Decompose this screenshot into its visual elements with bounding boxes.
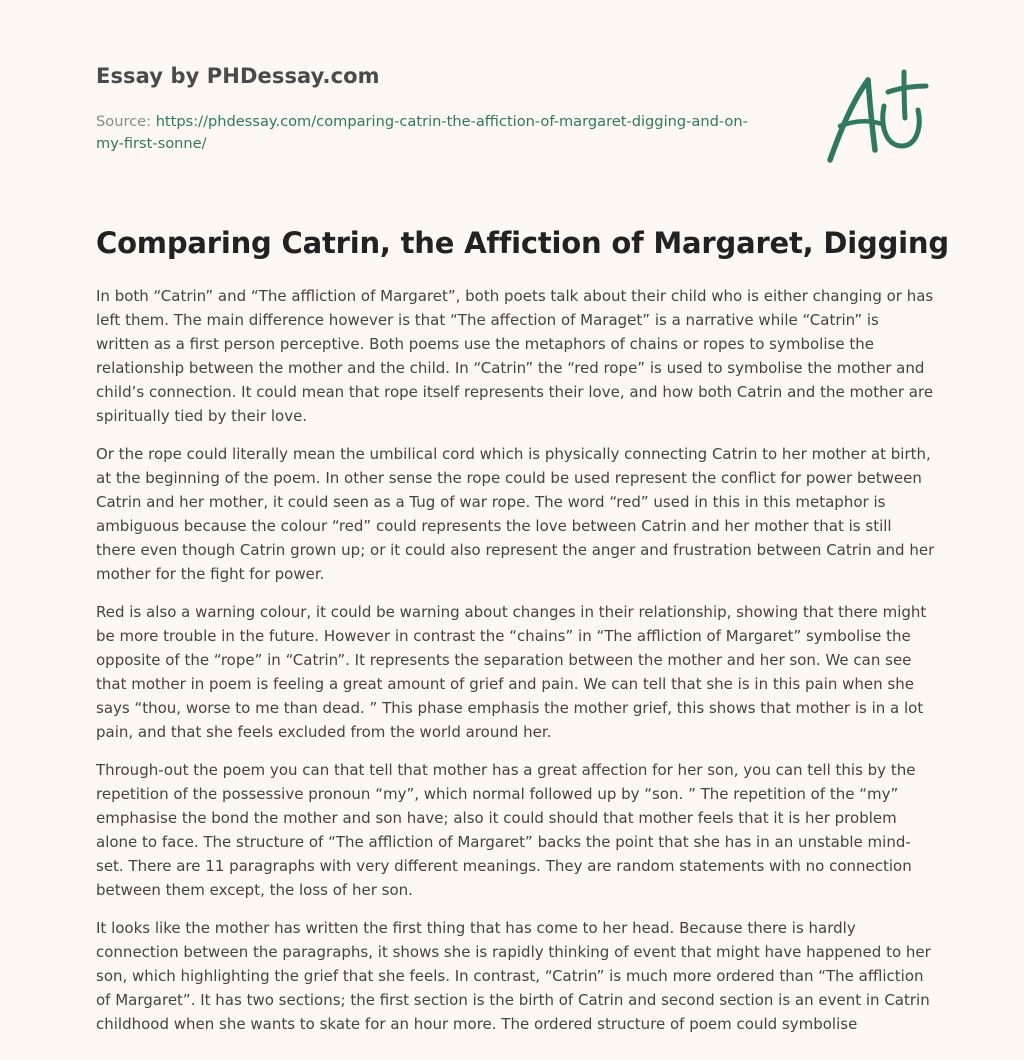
source-link[interactable]: https://phdessay.com/comparing-catrin-the-affiction-of-margaret-digging-and-on-my-first-sonne/ bbox=[96, 113, 748, 152]
essay-body bbox=[96, 284, 936, 1050]
a-plus-logo-icon bbox=[822, 66, 930, 166]
site-brand: Essay by PHDessay.com bbox=[96, 64, 380, 88]
essay-paragraph: It looks like the mother has written the first thing that has come to her head. Because there is hardly connection between the paragraphs, it shows she is rapidly thinking of event that might have happened to her son, which highlighting the grief that she feels. In contrast, “Catrin” is much more ordered than “The affliction of Margaret”. It has two sections; the first section is the birth of Catrin and second section is an event in Catrin childhood when she wants to skate for an hour more. The ordered structure of poem could symbolise bbox=[96, 919, 931, 1033]
essay-title: Comparing Catrin, the Affiction of Margaret, Digging bbox=[96, 226, 949, 260]
essay-paragraph: Or the rope could literally mean the umbilical cord which is physically connecting Catrin to her mother at birth, at the beginning of the poem. In other sense the rope could be used represent the conflict for power between Catrin and her mother, it could seen as a Tug of war rope. The word “red” used in this in this metaphor is ambiguous because the colour “red” could represents the love between Catrin and her mother that is still there even though Catrin grown up; or it could also represent the anger and frustration between Catrin and her mother for the fight for power. bbox=[96, 445, 935, 583]
essay-paragraph: In both “Catrin” and “The affliction of Margaret”, both poets talk about their child who is either changing or has left them. The main difference however is that “The affection of Maraget” is a narrative while “Catrin” is written as a first person perceptive. Both poems use the metaphors of chains or ropes to symbolise the relationship between the mother and the child. In “Catrin” the “red rope” is used to symbolise the mother and child’s connection. It could mean that rope itself represents their love, and how both Catrin and the mother are spiritually tied by their love. bbox=[96, 287, 934, 425]
source-line bbox=[96, 111, 756, 155]
source-label: Source: bbox=[96, 113, 156, 130]
essay-paragraph: Through-out the poem you can that tell that mother has a great affection for her son, you can tell this by the repetition of the possessive pronoun “my”, which normal followed up by “son. ” The repetition of the “my” emphasise the bond the mother and son have; also it could should that mother feels that it is her problem alone to face. The structure of “The affliction of Margaret” backs the point that she has in an unstable mind-set. There are 11 paragraphs with very different meanings. They are random statements with no connection between them except, the loss of her son. bbox=[96, 761, 916, 899]
essay-paragraph: Red is also a warning colour, it could be warning about changes in their relationship, showing that there might be more trouble in the future. However in contrast the “chains” in “The affliction of Margaret” symbolise the opposite of the “rope” in “Catrin”. It represents the separation between the mother and her son. We can see that mother in poem is feeling a great amount of grief and pain. We can tell that she is in this pain when she says “thou, worse to me than dead. ” This phase emphasis the mother grief, this shows that mother is in a lot pain, and that she feels excluded from the world around her. bbox=[96, 603, 927, 741]
